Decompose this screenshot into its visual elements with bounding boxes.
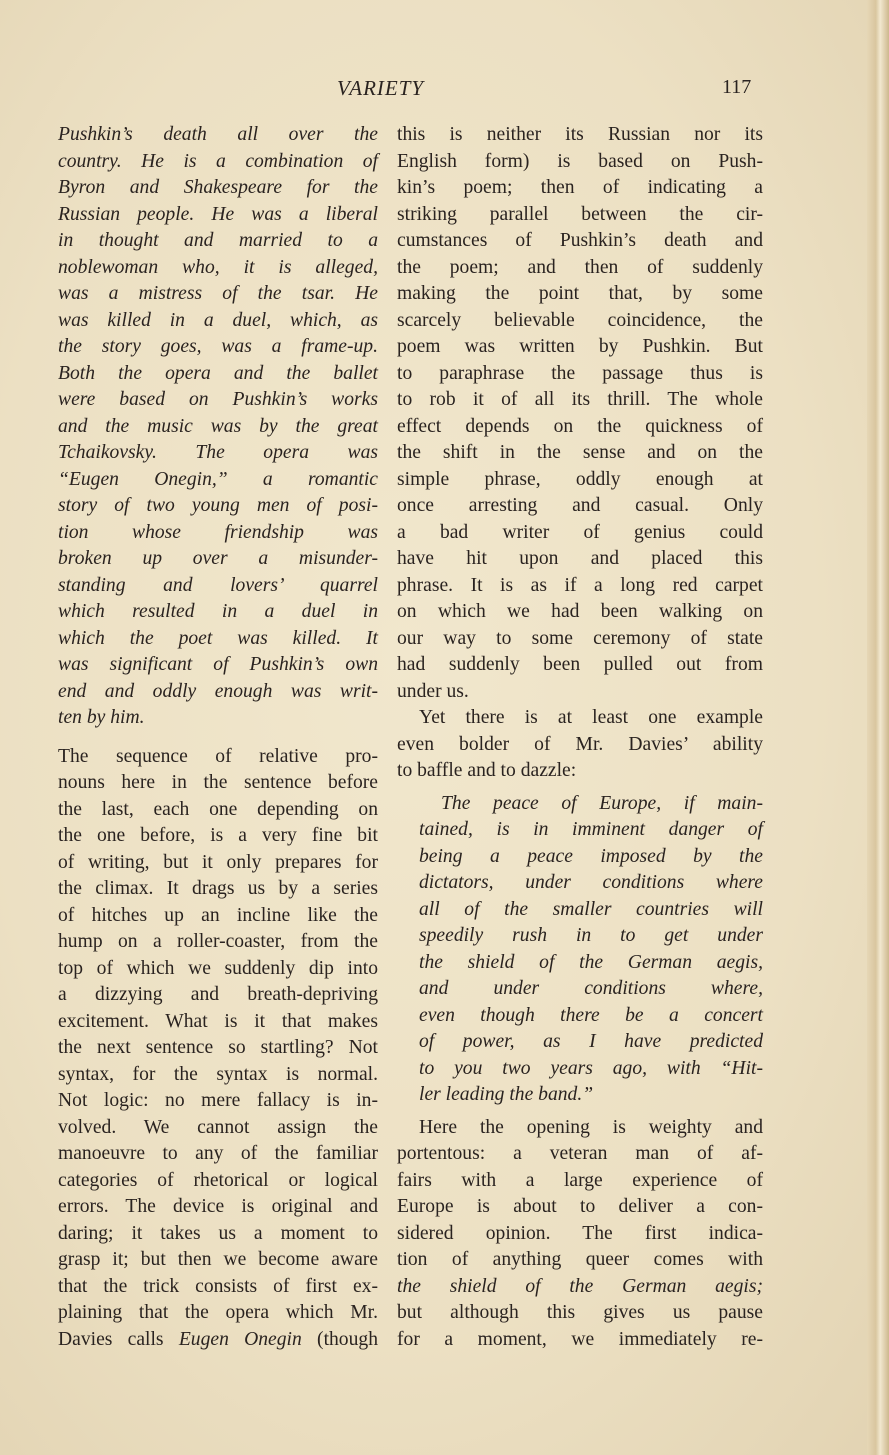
paragraph: [58, 744, 378, 1354]
text-line: excitement. What is it that makes: [58, 1010, 378, 1032]
text-line: kin’s poem; then of indicating a: [397, 177, 763, 198]
text-line: fairs with a large experience of: [397, 1169, 763, 1191]
block-quote: [58, 122, 378, 732]
text-line: of power, as I have predicted: [419, 1031, 763, 1052]
text-line: effect depends on the quickness of: [397, 415, 763, 437]
text-line: Tchaikovsky. The opera was: [58, 442, 378, 463]
text-line: The sequence of relative pro-: [58, 745, 378, 767]
text-line: the last, each one depending on: [58, 798, 378, 820]
text-line: which the poet was killed. It: [58, 627, 378, 649]
text-line: were based on Pushkin’s works: [58, 389, 378, 410]
text-line: of writing, but it only prepares for: [58, 851, 378, 873]
text-line: in thought and married to a: [58, 230, 378, 251]
text-line: Yet there is at least one example: [419, 707, 763, 728]
italic-text: the shield of the German aegis;: [397, 1275, 763, 1297]
text-line: story of two young men of posi-: [58, 495, 378, 516]
text-line: was killed in a duel, which, as: [58, 309, 378, 331]
text-line: even though there be a concert: [419, 1004, 763, 1026]
text-line: [58, 1327, 378, 1354]
paragraph: [397, 1115, 763, 1354]
text-line: tion of anything queer comes with: [397, 1249, 763, 1270]
running-title: VARIETY: [337, 76, 425, 100]
text-line: “Eugen Onegin,” a romantic: [58, 468, 378, 490]
text-line: sidered opinion. The first indica-: [397, 1222, 763, 1244]
text-line: portentous: a veteran man of af-: [397, 1143, 763, 1164]
text-line: errors. The device is original and: [58, 1196, 378, 1217]
text-segment: Davies calls: [58, 1328, 179, 1350]
text-line: broken up over a misunder-: [58, 548, 378, 569]
right-column: [397, 122, 763, 1353]
text-line: the poem; and then of suddenly: [397, 256, 763, 278]
text-line: a dizzying and breath-depriving: [58, 984, 378, 1005]
left-column: [58, 122, 378, 1353]
text-line: The peace of Europe, if main-: [441, 792, 763, 814]
text-line: volved. We cannot assign the: [58, 1116, 378, 1138]
italic-text: Eugen Onegin: [178, 1328, 302, 1350]
text-line: daring; it takes us a moment to: [58, 1222, 378, 1244]
text-line: noblewoman who, it is alleged,: [58, 256, 378, 278]
text-line: all of the smaller countries will: [419, 898, 763, 920]
text-line: dictators, under conditions where: [419, 872, 763, 893]
text-line: speedily rush in to get under: [419, 925, 763, 946]
text-line: grasp it; but then we become aware: [58, 1249, 378, 1270]
text-line: have hit upon and placed this: [397, 548, 763, 569]
text-line: but although this gives us pause: [397, 1302, 763, 1323]
text-line: manoeuvre to any of the familiar: [58, 1143, 378, 1164]
text-line: and under conditions where,: [419, 978, 763, 999]
text-line: standing and lovers’ quarrel: [58, 574, 378, 596]
text-line: Not logic: no mere fallacy is in-: [58, 1090, 378, 1111]
text-line: was significant of Pushkin’s own: [58, 654, 378, 675]
text-line: [397, 1274, 763, 1301]
text-line: Russian people. He was a liberal: [58, 203, 378, 225]
text-line: poem was written by Pushkin. But: [397, 336, 763, 357]
text-line: even bolder of Mr. Davies’ ability: [397, 733, 763, 755]
text-line: the next sentence so startling? Not: [58, 1037, 378, 1058]
text-line: that the trick consists of first ex-: [58, 1275, 378, 1297]
text-line: the shield of the German aegis,: [419, 951, 763, 973]
page-number: 117: [722, 76, 752, 98]
text-line: our way to some ceremony of state: [397, 627, 763, 649]
text-line: syntax, for the syntax is normal.: [58, 1063, 378, 1085]
text-line: this is neither its Russian nor its: [397, 124, 763, 145]
text-line: a bad writer of genius could: [397, 521, 763, 543]
text-line: Byron and Shakespeare for the: [58, 177, 378, 198]
text-line: had suddenly been pulled out from: [397, 654, 763, 675]
text-line: Here the opening is weighty and: [419, 1116, 763, 1138]
text-line: to rob it of all its thrill. The whole: [397, 389, 763, 410]
text-line: making the point that, by some: [397, 283, 763, 304]
text-line: and the music was by the great: [58, 415, 378, 437]
text-line: plaining that the opera which Mr.: [58, 1302, 378, 1323]
page-binding-edge: [867, 0, 889, 1455]
paragraph: [397, 705, 763, 785]
paragraph: [397, 122, 763, 705]
text-line: tion whose friendship was: [58, 521, 378, 543]
text-line: English form) is based on Push-: [397, 150, 763, 172]
text-line: hump on a roller-coaster, from the: [58, 931, 378, 952]
text-line: top of which we suddenly dip into: [58, 957, 378, 979]
text-line: once arresting and casual. Only: [397, 495, 763, 516]
text-line: which resulted in a duel in: [58, 601, 378, 622]
text-line: cumstances of Pushkin’s death and: [397, 230, 763, 251]
block-quote: [419, 791, 763, 1109]
text-line: to you two years ago, with “Hit-: [419, 1057, 763, 1079]
text-line: on which we had been walking on: [397, 601, 763, 622]
text-line: to paraphrase the passage thus is: [397, 362, 763, 384]
text-line: being a peace imposed by the: [419, 845, 763, 867]
text-line: Both the opera and the ballet: [58, 362, 378, 384]
text-line: for a moment, we immediately re-: [397, 1328, 763, 1350]
text-line: ler leading the band.”: [419, 1084, 594, 1105]
text-line: Europe is about to deliver a con-: [397, 1196, 763, 1217]
text-line: the shift in the sense and on the: [397, 442, 763, 463]
text-line: nouns here in the sentence before: [58, 772, 378, 793]
text-line: was a mistress of the tsar. He: [58, 283, 378, 304]
text-line: tained, is in imminent danger of: [419, 819, 763, 840]
text-line: ten by him.: [58, 707, 145, 728]
text-line: of hitches up an incline like the: [58, 904, 378, 926]
text-line: to baffle and to dazzle:: [397, 760, 577, 781]
text-line: end and oddly enough was writ-: [58, 680, 378, 702]
text-line: the one before, is a very fine bit: [58, 825, 378, 846]
text-line: scarcely believable coincidence, the: [397, 309, 763, 331]
text-line: Pushkin’s death all over the: [58, 124, 378, 145]
text-line: the climax. It drags us by a series: [58, 878, 378, 899]
text-line: simple phrase, oddly enough at: [397, 468, 763, 490]
text-line: categories of rhetorical or logical: [58, 1169, 378, 1191]
page-header: [0, 72, 889, 106]
text-segment: (though: [301, 1328, 378, 1350]
text-line: country. He is a combination of: [58, 150, 378, 172]
text-line: striking parallel between the cir-: [397, 203, 763, 225]
text-line: the story goes, was a frame-up.: [58, 336, 378, 357]
text-line: phrase. It is as if a long red carpet: [397, 574, 763, 596]
text-line: under us.: [397, 680, 469, 702]
